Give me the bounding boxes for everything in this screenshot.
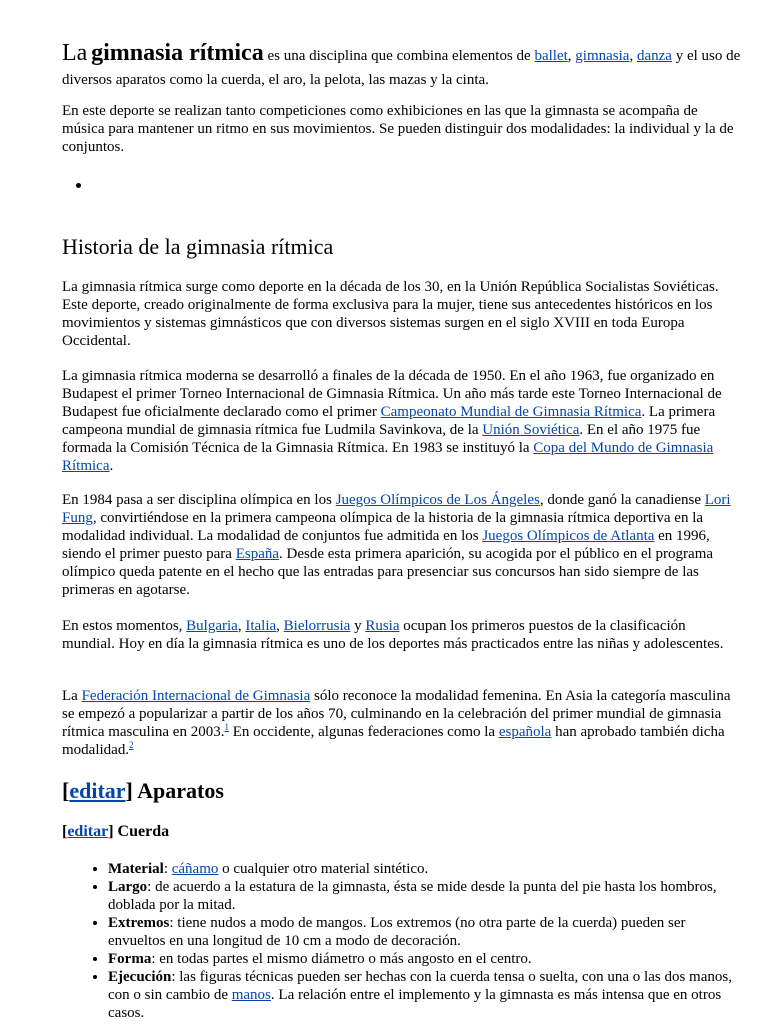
- link-gimnasia[interactable]: gimnasia: [575, 48, 630, 64]
- edit-aparatos-link[interactable]: editar: [69, 778, 126, 803]
- text: La: [62, 688, 82, 704]
- text: sólo reconoce la modalidad femenina. En Asia la categoría masculina se empezó a popularizar a partir de los años 70, culminando en la celebración del primer mundial de gimnasia rítmica masculina en 2003.: [62, 688, 731, 740]
- history-paragraph-1: La gimnasia rítmica surge como deporte en la década de los 30, en la Unión República Socialistas Soviéticas. Este deporte, creado originalmente de forma exclusiva para la mujer, tiene sus antecedentes históricos en los movimientos y sistemas gimnásticos que con diversos sistemas surgen en el siglo XVIII en toda Europa Occidental.: [62, 279, 719, 349]
- text: En 1984 pasa a ser disciplina olímpica en los: [62, 492, 336, 508]
- link-manos[interactable]: manos: [231, 987, 271, 1003]
- item-text: : las figuras técnicas pueden ser hechas con la cuerda tensa o suelta, con una o las dos manos, con o sin cambio de: [108, 969, 732, 1003]
- link-espana[interactable]: España: [235, 546, 280, 562]
- edit-cuerda-link[interactable]: editar: [67, 823, 109, 840]
- link-juegos-atlanta[interactable]: Juegos Olímpicos de Atlanta: [482, 528, 655, 544]
- history-paragraph-4: [62, 617, 742, 653]
- text: La gimnasia rítmica moderna se desarrolló a finales de la década de 1950. En el año 1963, fue organizado en Budapest el primer Torneo Internacional de Gimnasia Rítmica. Un año más tarde este Torneo Internacional de Budapest fue oficialmente declarado como el primer: [62, 368, 722, 420]
- intro-sep: ,: [629, 48, 637, 64]
- text: . En el año 1975 fue formada la Comisión Técnica de la Gimnasia Rítmica. En 1983 se instituyó la: [62, 422, 701, 456]
- list-item: [108, 878, 742, 914]
- cuerda-title: Cuerda: [117, 823, 170, 840]
- intro-sep: ,: [567, 48, 576, 64]
- list-item: [108, 914, 742, 950]
- intro-text: y el uso de diversos aparatos como la cuerda, el aro, la pelota, las mazas y la cinta.: [62, 48, 741, 88]
- aparatos-title: Aparatos: [137, 778, 224, 803]
- item-text: : tiene nudos a modo de mangos. Los extremos (no otra parte de la cuerda) pueden ser envueltos en una longitud de 10 cm a modo de decoración.: [108, 915, 686, 949]
- link-copa-del-mundo[interactable]: Copa del Mundo de Gimnasia Rítmica: [62, 440, 714, 474]
- history-paragraph-3: [62, 491, 742, 599]
- history-paragraph-2: [62, 367, 742, 475]
- link-bulgaria[interactable]: Bulgaria: [186, 618, 238, 634]
- text: y: [350, 618, 366, 634]
- modalidades-paragraph: En este deporte se realizan tanto competiciones como exhibiciones en las que la gimnasta se acompaña de música para mantener un ritmo en sus movimientos. Se pueden distinguir dos modalidades: la individual y la de conjuntos.: [62, 103, 734, 155]
- list-item: [108, 860, 742, 878]
- bracket: ]: [125, 778, 138, 803]
- link-union-sovietica[interactable]: Unión Soviética: [482, 422, 580, 438]
- text: . La primera campeona mundial de gimnasia rítmica fue Ludmila Savinkova, de la: [62, 404, 716, 438]
- text: ocupan los primeros puestos de la clasificación mundial. Hoy en día la gimnasia rítmica es uno de los deportes más practicados entre las niñas y adolescentes.: [62, 618, 724, 652]
- link-italia[interactable]: Italia: [245, 618, 277, 634]
- item-label: Largo: [108, 879, 148, 895]
- link-lori-fung[interactable]: Lori Fung: [62, 492, 731, 526]
- link-espanola[interactable]: española: [498, 724, 552, 740]
- link-canamo[interactable]: cáñamo: [171, 861, 219, 877]
- text: han aprobado también dicha modalidad.: [62, 724, 725, 758]
- footnote-2-link[interactable]: 2: [129, 740, 134, 750]
- bracket: ]: [108, 823, 118, 840]
- bracket: [: [62, 778, 70, 803]
- link-danza[interactable]: danza: [636, 48, 672, 64]
- empty-bullet: [76, 183, 81, 188]
- link-juegos-los-angeles[interactable]: Juegos Olímpicos de Los Ángeles: [335, 492, 540, 508]
- item-label: Forma: [108, 951, 152, 967]
- history-paragraph-5: [62, 687, 742, 759]
- link-federacion-internacional[interactable]: Federación Internacional de Gimnasia: [81, 688, 311, 704]
- item-text: : en todas partes el mismo diámetro o más angosto en el centro.: [151, 951, 532, 967]
- aparatos-heading: [62, 776, 224, 806]
- list-item: [108, 950, 742, 968]
- bracket: [: [62, 823, 68, 840]
- item-text: :: [163, 861, 172, 877]
- text: , convirtiéndose en la primera campeona olímpica de la historia de la gimnasia rítmica deportiva en la modalidad individual. La modalidad de conjuntos fue admitida en los: [62, 510, 704, 544]
- link-rusia[interactable]: Rusia: [365, 618, 400, 634]
- text: . Desde esta primera aparición, su acogida por el público en el programa olímpico queda patente en el hecho que las entradas para presenciar sus concursos han sido siempre de las primeras en agotarse.: [62, 546, 714, 598]
- item-text: o cualquier otro material sintético.: [218, 861, 429, 877]
- intro-paragraph: [62, 38, 742, 89]
- text: , donde ganó la canadiense: [539, 492, 705, 508]
- text: En occidente, algunas federaciones como la: [228, 724, 499, 740]
- link-campeonato-mundial[interactable]: Campeonato Mundial de Gimnasia Rítmica: [380, 404, 642, 420]
- cuerda-list: [62, 860, 742, 1022]
- intro-la: La: [62, 40, 88, 66]
- item-text: . La relación entre el implemento y la gimnasta es más intensa que en otros casos.: [108, 987, 722, 1021]
- item-text: : de acuerdo a la estatura de la gimnasta, ésta se mide desde la punta del pie hasta los hombros, doblada por la mitad.: [108, 879, 717, 913]
- history-heading: Historia de la gimnasia rítmica: [62, 234, 334, 259]
- text: En estos momentos,: [62, 618, 187, 634]
- text: ,: [237, 618, 246, 634]
- footnote-1-link[interactable]: 1: [224, 722, 229, 732]
- item-label: Ejecución: [108, 969, 172, 985]
- cuerda-heading: [62, 822, 169, 842]
- item-label: Extremos: [108, 915, 170, 931]
- intro-title: gimnasia rítmica: [91, 40, 264, 66]
- text: .: [109, 458, 114, 474]
- list-item: [108, 968, 742, 1022]
- text: en 1996, siendo el primer puesto para: [62, 528, 710, 562]
- item-label: Material: [108, 861, 164, 877]
- link-bielorrusia[interactable]: Bielorrusia: [283, 618, 351, 634]
- intro-text: es una disciplina que combina elementos de: [263, 48, 535, 64]
- text: ,: [276, 618, 284, 634]
- link-ballet[interactable]: ballet: [534, 48, 568, 64]
